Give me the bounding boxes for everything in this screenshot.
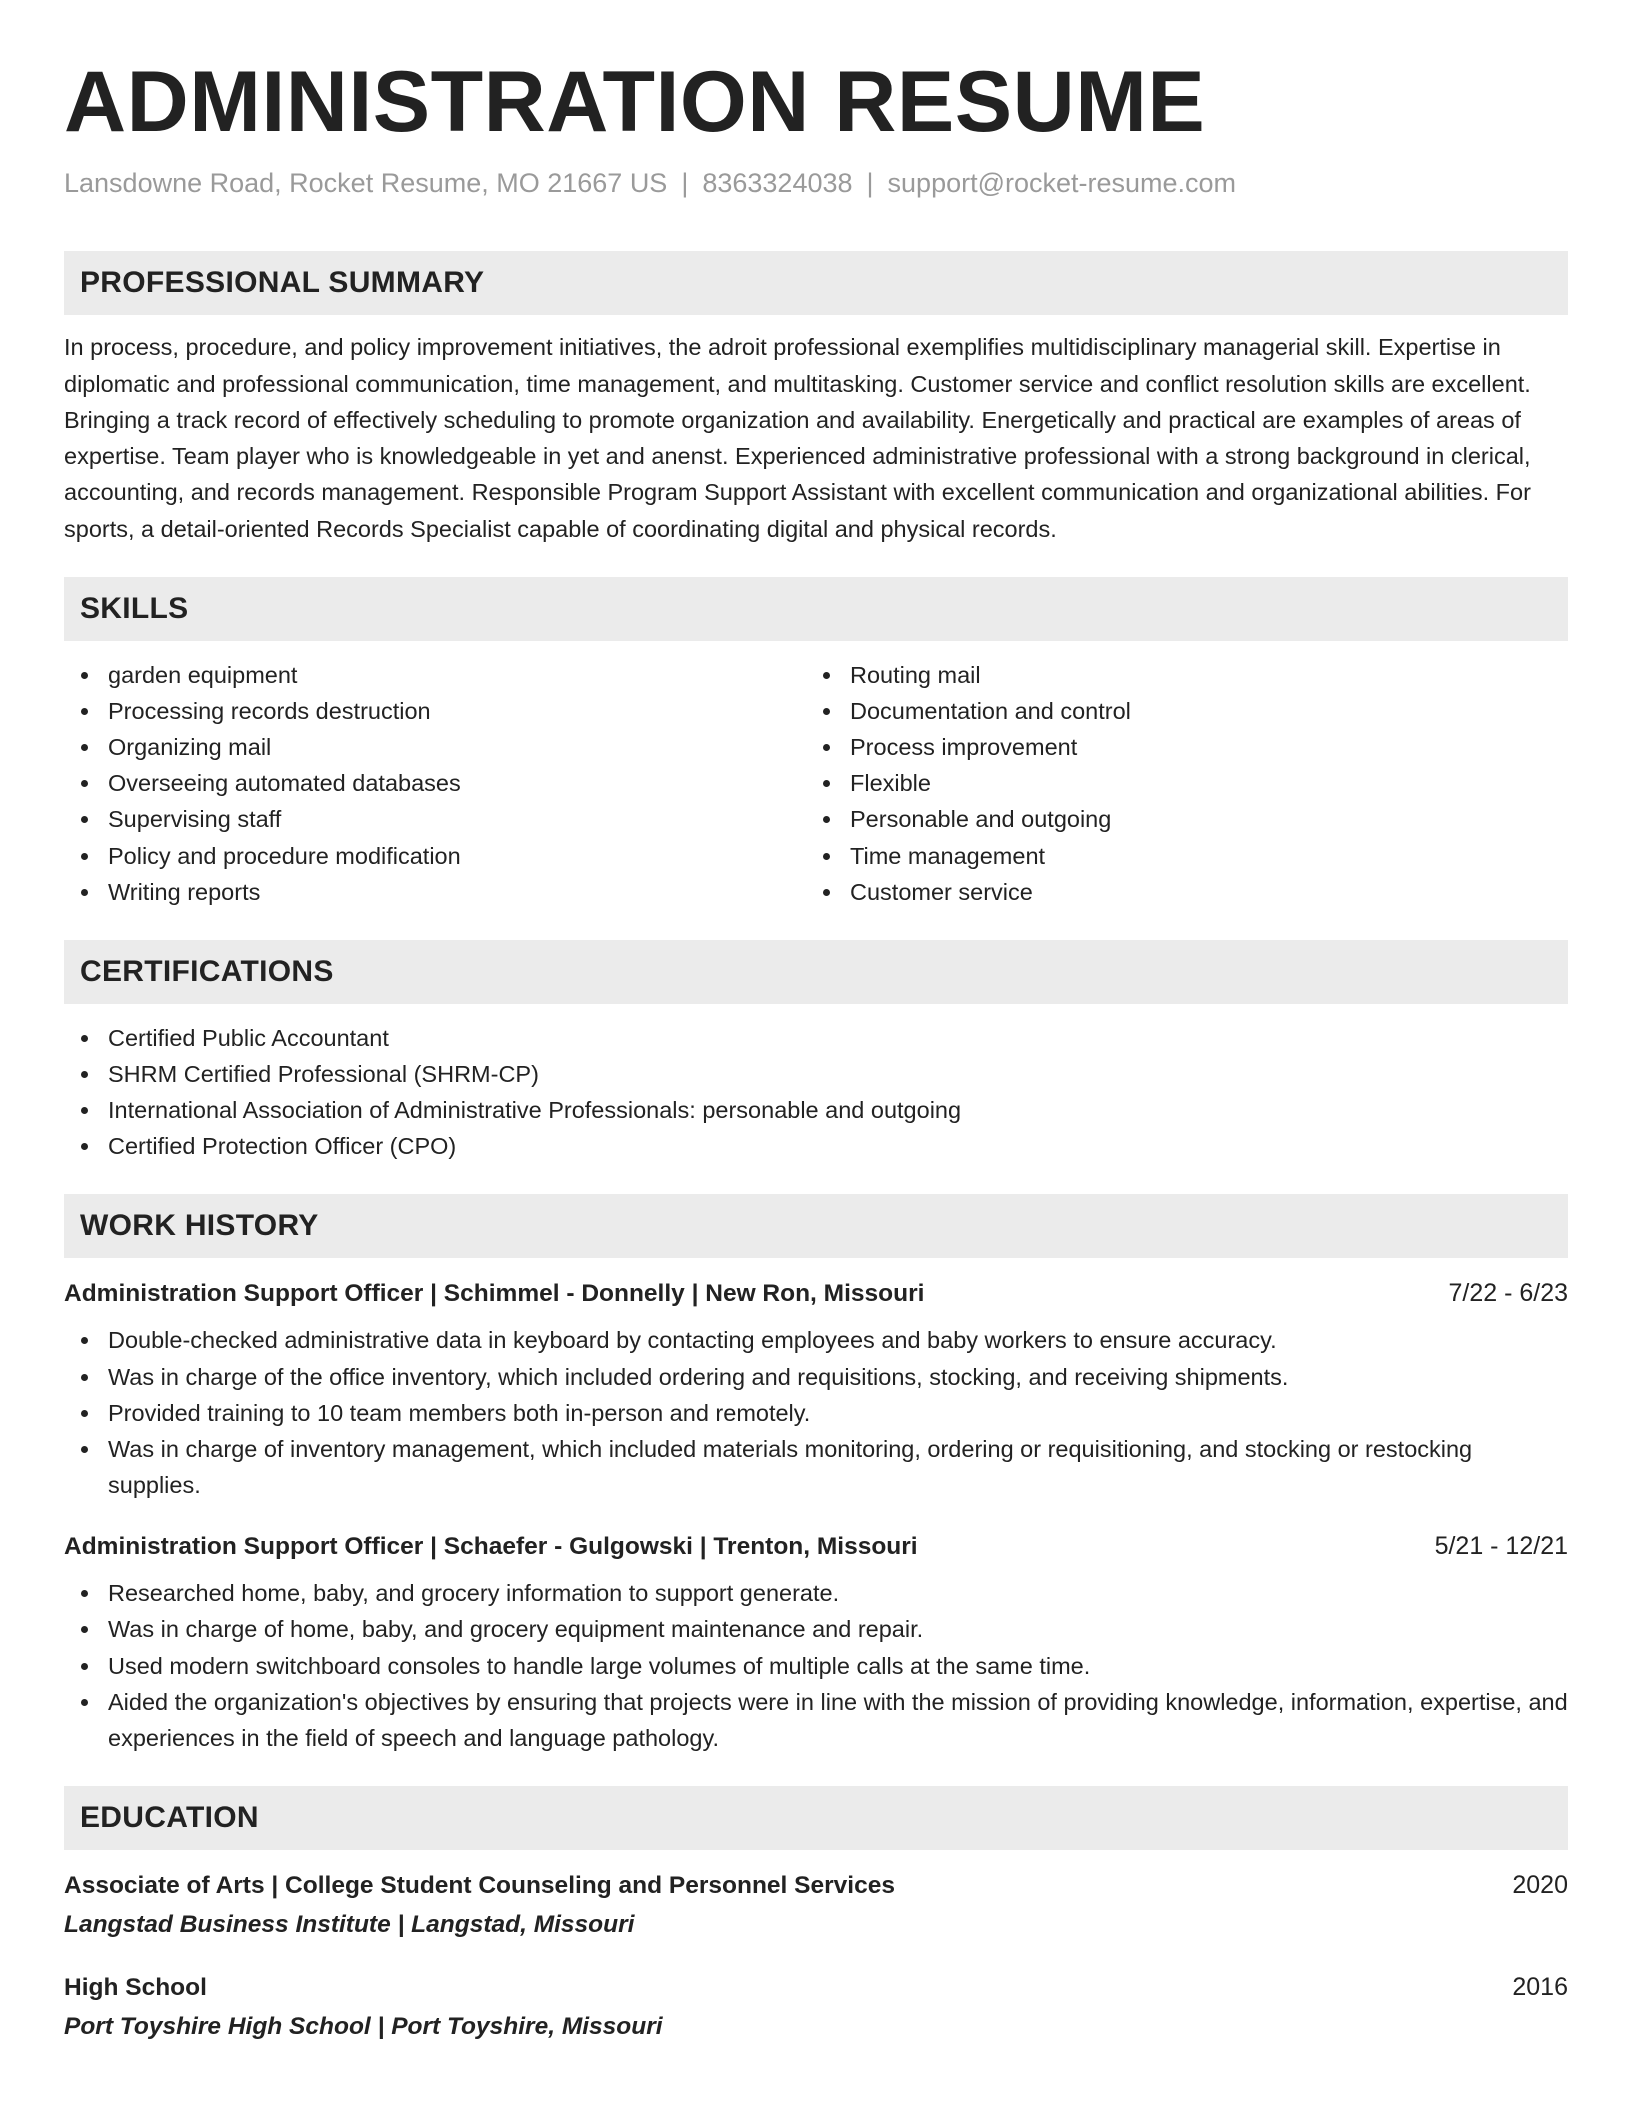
summary-text: In process, procedure, and policy improvement initiatives, the adroit professional exemplifies multidisciplinary managerial skill. Expertise in diplomatic and professional communication, time management, and multitasking. Customer service and conflict resolution skills are excellent. Bringing a track record of effectively scheduling to promote organization and availability. Energetically and practical are examples of areas of expertise. Team player who is knowledgeable in yet and anenst. Experienced administrative professional with a strong background in clerical, accounting, and records management. Responsible Program Support Assistant with excellent communication and organizational abilities. For sports, a detail-oriented Records Specialist capable of coordinating digital and physical records. [64, 334, 1531, 542]
certification-item: Certified Protection Officer (CPO) [64, 1128, 1568, 1164]
contact-line [64, 167, 1568, 199]
job-entry [64, 1278, 1568, 1503]
skill-item: Documentation and control [806, 693, 1568, 729]
skill-item: Flexible [806, 765, 1568, 801]
job-duty: Provided training to 10 team members both in-person and remotely. [64, 1395, 1568, 1431]
section-heading-education: EDUCATION [64, 1786, 1568, 1850]
contact-separator: | [681, 167, 689, 198]
education-entry [64, 1870, 1568, 1940]
skill-item: Overseeing automated databases [64, 765, 806, 801]
job-header [64, 1278, 1568, 1308]
skill-item: Time management [806, 838, 1568, 874]
skills-list-right [806, 657, 1568, 910]
education-school: Port Toyshire High School | Port Toyshire, Missouri [64, 2012, 663, 2040]
certification-item: Certified Public Accountant [64, 1020, 1568, 1056]
job-entry [64, 1531, 1568, 1756]
education-degree: High School [64, 1973, 207, 2001]
job-duty: Was in charge of inventory management, which included materials monitoring, ordering or requisitioning, and stocking or restocking supplies. [64, 1431, 1568, 1503]
section-heading-skills: SKILLS [64, 577, 1568, 641]
skill-item: Processing records destruction [64, 693, 806, 729]
skill-item: Organizing mail [64, 729, 806, 765]
job-duty: Double-checked administrative data in keyboard by contacting employees and baby workers to ensure accuracy. [64, 1322, 1568, 1358]
skill-item: garden equipment [64, 657, 806, 693]
job-dates: 5/21 - 12/21 [1434, 1531, 1568, 1560]
contact-address: Lansdowne Road, Rocket Resume, MO 21667 US [64, 167, 668, 198]
skills-grid [64, 657, 1568, 910]
job-title: Administration Support Officer | Schaefer - Gulgowski | Trenton, Missouri [64, 1532, 918, 1560]
section-heading-summary: PROFESSIONAL SUMMARY [64, 251, 1568, 315]
job-header [64, 1531, 1568, 1561]
job-duties [64, 1575, 1568, 1755]
skill-item: Policy and procedure modification [64, 838, 806, 874]
education-school: Langstad Business Institute | Langstad, Missouri [64, 1911, 635, 1939]
skill-item: Writing reports [64, 874, 806, 910]
skill-item: Supervising staff [64, 801, 806, 837]
certification-item: SHRM Certified Professional (SHRM-CP) [64, 1056, 1568, 1092]
contact-email: support@rocket-resume.com [887, 167, 1237, 198]
skills-list-left [64, 657, 806, 910]
job-duty: Was in charge of home, baby, and grocery equipment maintenance and repair. [64, 1611, 1568, 1647]
certifications-list [64, 1020, 1568, 1164]
education-header [64, 1972, 1568, 2002]
job-duty: Aided the organization's objectives by ensuring that projects were in line with the mission of providing knowledge, information, expertise, and experiences in the field of speech and language pathology. [64, 1684, 1568, 1756]
job-dates: 7/22 - 6/23 [1448, 1279, 1568, 1308]
section-heading-work-history: WORK HISTORY [64, 1194, 1568, 1258]
job-duty: Researched home, baby, and grocery information to support generate. [64, 1575, 1568, 1611]
skill-item: Personable and outgoing [806, 801, 1568, 837]
skill-item: Process improvement [806, 729, 1568, 765]
education-degree: Associate of Arts | College Student Counseling and Personnel Services [64, 1871, 895, 1899]
job-duty: Used modern switchboard consoles to handle large volumes of multiple calls at the same time. [64, 1648, 1568, 1684]
contact-separator: | [866, 167, 874, 198]
contact-phone: 8363324038 [702, 167, 853, 198]
resume-title: ADMINISTRATION RESUME [64, 54, 1206, 150]
education-header [64, 1870, 1568, 1900]
education-year: 2016 [1512, 1972, 1568, 2001]
skill-item: Customer service [806, 874, 1568, 910]
education-entry [64, 1972, 1568, 2042]
skill-item: Routing mail [806, 657, 1568, 693]
job-duties [64, 1322, 1568, 1502]
section-heading-certifications: CERTIFICATIONS [64, 940, 1568, 1004]
education-year: 2020 [1512, 1870, 1568, 1899]
job-duty: Was in charge of the office inventory, which included ordering and requisitions, stocking, and receiving shipments. [64, 1359, 1568, 1395]
job-title: Administration Support Officer | Schimmel - Donnelly | New Ron, Missouri [64, 1280, 925, 1308]
certification-item: International Association of Administrative Professionals: personable and outgoing [64, 1092, 1568, 1128]
